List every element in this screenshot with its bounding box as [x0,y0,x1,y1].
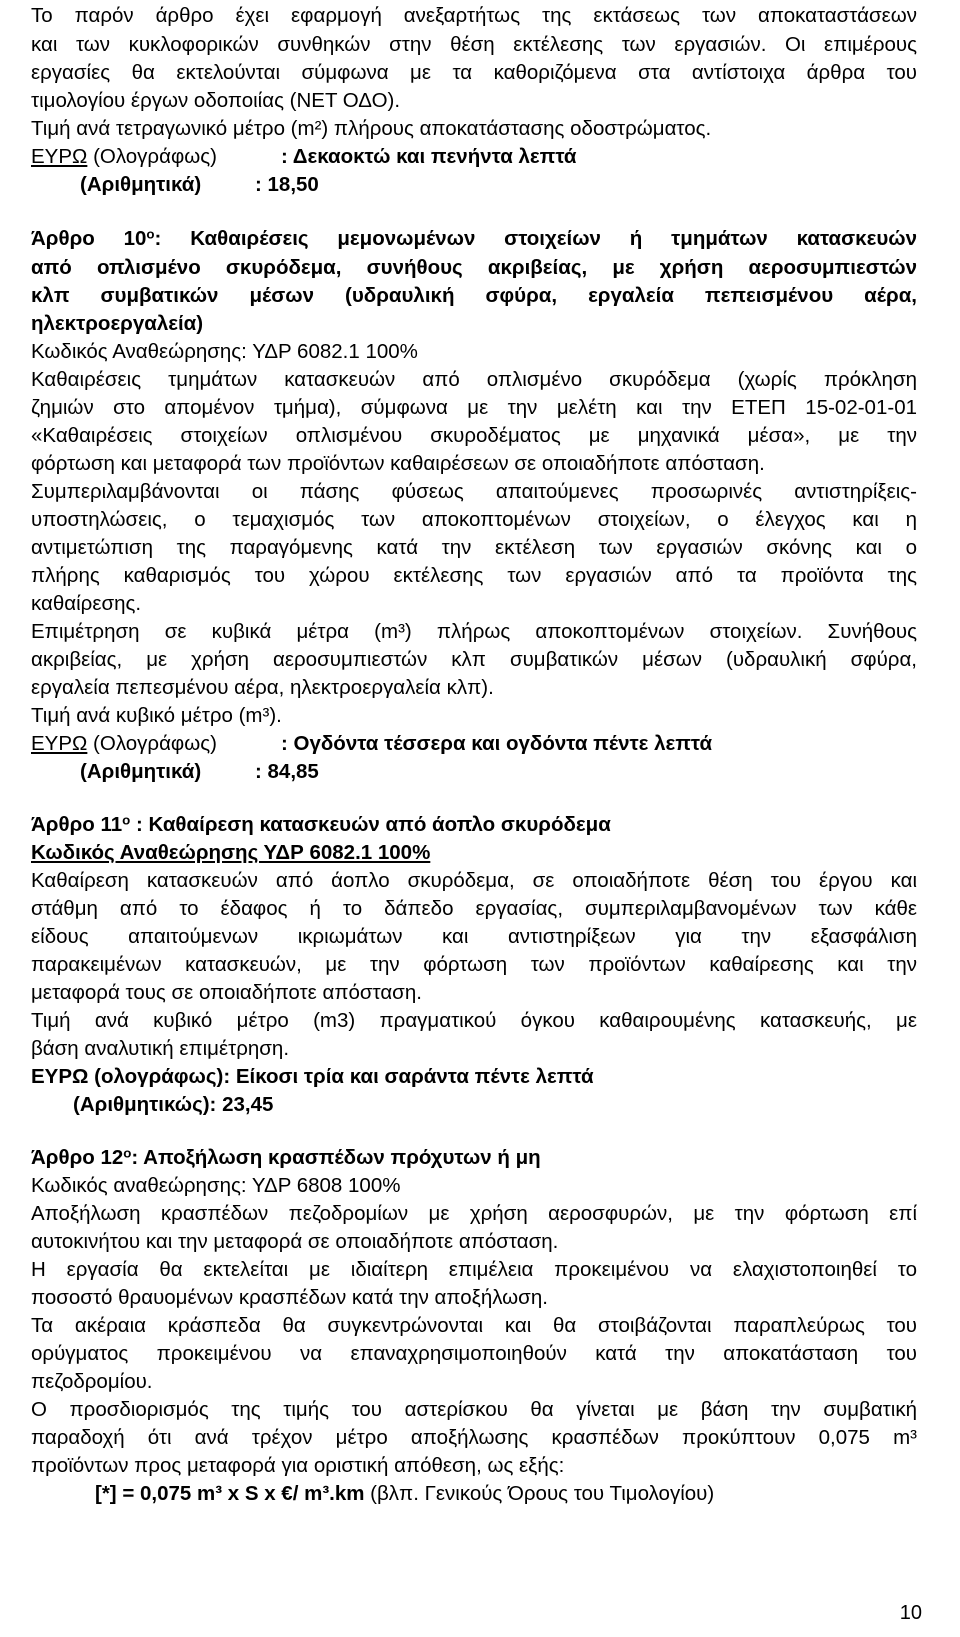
intro-line-4: τιμολογίου έργων οδοποιίας (ΝΕΤ ΟΔΟ). [31,89,401,112]
article-10-para-9: καθαίρεσης. [31,592,142,615]
article-10-code: Κωδικός Αναθεώρησης: ΥΔΡ 6082.1 100% [31,340,418,363]
article-12-para-10: προϊόντων προς μεταφορά για οριστική απόθεση, ως εξής: [31,1454,565,1477]
article-11-para-4: παρακειμένων κατασκευών, με την φόρτωση των προϊόντων καθαίρεσης και την [31,953,917,976]
article-10-para-12: εργαλεία πεπεσμένου αέρα, ηλεκτροεργαλεία κλπ). [31,676,494,699]
article-12-para-9: παραδοχή ότι ανά τρέχον μέτρο αποξήλωσης κρασπέδων προκύπτουν 0,075 m³ [31,1426,917,1449]
price-words-value: : Δεκαοκτώ και πενήντα λεπτά [281,145,577,168]
article-11-price-words: ΕΥΡΩ (ολογράφως): Είκοσι τρία και σαράντα πέντε λεπτά [31,1065,594,1088]
intro-price-words [31,147,577,168]
price-words-label: ΕΥΡΩ (Ολογράφως) [31,145,217,168]
article-12-para-2: αυτοκινήτου και την μεταφορά σε οποιαδήποτε απόσταση. [31,1230,559,1253]
article-12-para-3: Η εργασία θα εκτελείται με ιδιαίτερη επιμέλεια προκειμένου να ελαχιστοποιηθεί το [31,1258,917,1281]
article-12-para-4: ποσοστό θραυομένων κρασπέδων κατά την αποξήλωση. [31,1286,548,1309]
article-10-para-5: Συμπεριλαμβάνονται οι πάσης φύσεως απαιτούμενες προσωρινές αντιστηρίξεις- [31,480,917,503]
article-12-para-1: Αποξήλωση κρασπέδων πεζοδρομίων με χρήση αεροσφυρών, με την φόρτωση επί [31,1202,917,1225]
article-10-heading-1: Άρθρο $10^o$: Καθαιρέσεις μεμονωμένων στοιχείων ή τμημάτων κατασκευών [31,226,917,250]
article-12-para-8: Ο προσδιορισμός της τιμής του αστερίσκου θα γίνεται με βάση την συμβατική [31,1398,917,1421]
article-10-heading-3: κλπ συμβατικών μέσων (υδραυλική σφύρα, εργαλεία πεπεισμένου αέρα, [31,284,917,307]
article-10-para-1: Καθαιρέσεις τμημάτων κατασκευών από οπλισμένο σκυρόδεμα (χωρίς πρόκληση [31,368,917,391]
article-12-para-6: ορύγματος προκειμένου να επαναχρησιμοποιηθούν κατά την αποκατάσταση του [31,1342,917,1365]
article-12-para-7: πεζοδρομίου. [31,1370,153,1393]
article-10-para-10: Επιμέτρηση σε κυβικά μέτρα (m³) πλήρως αποκοπτομένων στοιχείων. Συνήθους [31,620,917,643]
price-numeric-value: : 84,85 [255,760,319,783]
article-12-heading: Άρθρο $12^o$: Αποξήλωση κρασπέδων πρόχυτων ή μη [31,1145,541,1169]
article-12-para-5: Τα ακέραια κράσπεδα θα συγκεντρώνονται και θα στοιβάζονται παραπλεύρως του [31,1314,917,1337]
article-12-formula [95,1484,714,1505]
intro-price-numeric [80,175,319,196]
article-10-para-11: ακριβείας, με χρήση αεροσυμπιεστών κλπ συμβατικών μέσων (υδραυλική σφύρα, [31,648,917,671]
article-11-code: Κωδικός Αναθεώρησης ΥΔΡ 6082.1 100% [31,841,431,864]
price-words-label-rest: (Ολογράφως) [93,145,217,168]
article-11-para-3: είδους απαιτούμενων ικριωμάτων και αντιστηρίξεων για την εξασφάλιση [31,925,917,948]
article-10-price-words: ΕΥΡΩ (Ολογράφως) : Ογδόντα τέσσερα και ογδόντα πέντε λεπτά [31,732,713,755]
article-12-code: Κωδικός αναθεώρησης: ΥΔΡ 6808 100% [31,1174,401,1197]
article-11-para-7: βάση αναλυτική επιμέτρηση. [31,1037,290,1060]
intro-line-1: Το παρόν άρθρο έχει εφαρμογή ανεξαρτήτως της εκτάσεως των αποκαταστάσεων [31,4,917,27]
page-number: 10 [899,1602,922,1624]
article-10-price-numeric [80,762,319,783]
article-10-para-8: πλήρης καθαρισμός του χώρου εκτέλεσης των εργασιών από τα προϊόντα της [31,564,917,587]
article-10-para-6: υποστηλώσεις, ο τεμαχισμός των αποκοπτομένων στοιχείων, ο έλεγχος και η [31,508,917,531]
article-10-para-3: «Καθαιρέσεις στοιχείων οπλισμένου σκυροδέματος με μηχανικά μέσα», με την [31,424,917,447]
article-10-heading-4: ηλεκτροεργαλεία) [31,312,204,335]
intro-line-2: και των κυκλοφορικών συνθηκών στην θέση εκτέλεσης των εργασιών. Οι επιμέρους [31,33,917,56]
article-10-para-13: Τιμή ανά κυβικό μέτρο (m³). [31,704,282,727]
intro-line-5: Τιμή ανά τετραγωνικό μέτρο (m²) πλήρους αποκατάστασης οδοστρώματος. [31,117,712,140]
article-10-para-2: ζημιών στο απομένον τμήμα), σύμφωνα με την μελέτη και την ΕΤΕΠ 15-02-01-01 [31,396,917,419]
article-10-heading-2: από οπλισμένο σκυρόδεμα, συνήθους ακριβείας, με χρήση αεροσυμπιεστών [31,256,917,279]
price-currency: ΕΥΡΩ [31,732,88,755]
formula-reference: (βλπ. Γενικούς Όρους του Τιμολογίου) [364,1482,715,1505]
formula-expression: [*] = 0,075 m³ x S x €/ m³.km [95,1482,365,1505]
article-11-para-2: στάθμη από το έδαφος ή το δάπεδο εργασίας, συμπεριλαμβανομένων των κάθε [31,897,917,920]
article-11-heading: Άρθρο $11^o$ : Καθαίρεση κατασκευών από άοπλο σκυρόδεμα [31,812,611,836]
price-numeric-label: (Αριθμητικά) [80,760,202,783]
price-numeric-label: (Αριθμητικά) [80,173,202,196]
article-10-para-4: φόρτωση και μεταφορά των προϊόντων καθαιρέσεων σε οποιαδήποτε απόσταση. [31,452,765,475]
intro-line-3: εργασίες θα εκτελούνται σύμφωνα με τα καθοριζόμενα στα αντίστοιχα άρθρα του [31,61,917,84]
article-11-para-5: μεταφορά τους σε οποιαδήποτε απόσταση. [31,981,422,1004]
article-11-para-6: Τιμή ανά κυβικό μέτρο (m3) πραγματικού όγκου καθαιρουμένης κατασκευής, με [31,1009,917,1032]
article-11-price-numeric: (Αριθμητικώς): 23,45 [73,1093,274,1116]
article-11-para-1: Καθαίρεση κατασκευών από άοπλο σκυρόδεμα, σε οποιαδήποτε θέση του έργου και [31,869,917,892]
article-10-para-7: αντιμετώπιση της παραγόμενης κατά την εκτέλεση των εργασιών σκόνης και ο [31,536,917,559]
price-numeric-value: : 18,50 [255,173,319,196]
price-words-value: : Ογδόντα τέσσερα και ογδόντα πέντε λεπτά [281,732,713,755]
